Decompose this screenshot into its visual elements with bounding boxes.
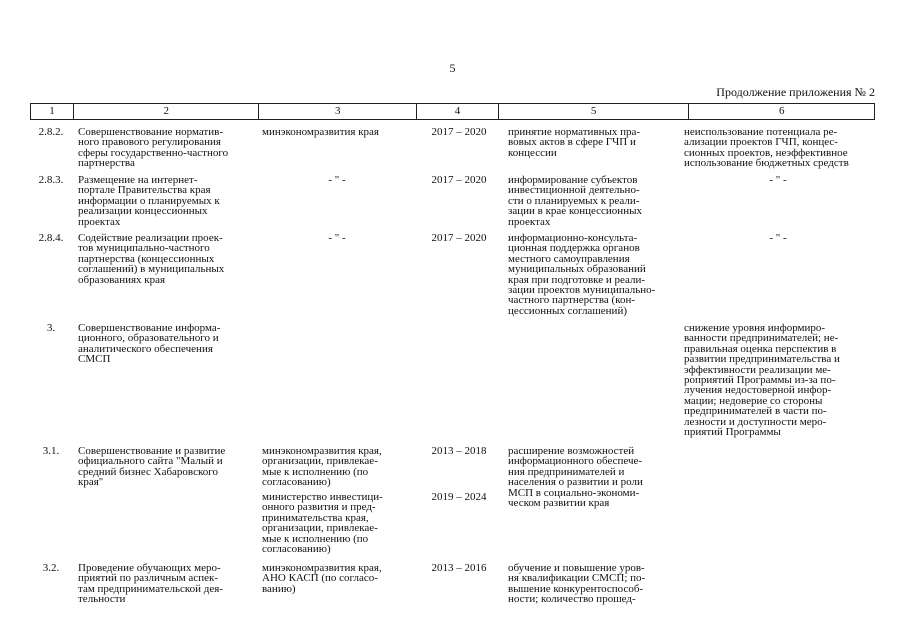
- header-cell: 1: [49, 105, 55, 117]
- header-cell: 4: [416, 104, 498, 119]
- row-result: обучение и повышение уров- ня квалификации СМСП; по- вышение конкурентоспособ- ности; количество прошед-: [508, 562, 646, 606]
- header-cell: 3: [258, 104, 416, 119]
- row-period: 2017 – 2020: [431, 232, 487, 244]
- row-title: Совершенствование и развитие официального сайта "Малый и средний бизнес Хабаровского края": [78, 445, 226, 489]
- row-title: Совершенствование информа- ционного, образовательного и аналитического обеспечения СМСП: [78, 322, 221, 366]
- header-cell: 5: [498, 104, 689, 119]
- continuation-note: Продолжение приложения № 2: [716, 85, 875, 99]
- row-consequence: - " -: [769, 232, 787, 244]
- row-consequence: снижение уровня информиро- ванности предпринимателей; не- правильная оценка перспектив в развитии предпринимательства и эффективности реализации ме- роприятий Программы из-за по- лучения недостоверной инфор- мации; недоверие со стороны предпринимателей в части по- лезности и доступности меро- приятий Программы: [684, 322, 840, 439]
- row-period: 2013 – 2016: [431, 562, 487, 574]
- table-header-row: [30, 103, 875, 120]
- row-title: Размещение на интернет- портале Правительства края информации о планируемых к реализации концессионных проектах: [78, 174, 220, 228]
- page-number: 5: [449, 61, 456, 75]
- row-number: 2.8.2.: [38, 126, 64, 138]
- row-period: 2013 – 2018: [431, 445, 487, 457]
- row-result: расширение возможностей информационного обеспече- ния предпринимателей и населения о развитии и роли МСП в социально-экономи- ческом развитии края: [508, 445, 643, 510]
- table: [30, 103, 875, 120]
- row-number: 2.8.4.: [38, 232, 64, 244]
- header-cell: 2: [73, 104, 259, 119]
- row-executor: - " -: [328, 174, 346, 186]
- row-title: Совершенствование норматив- ного правового регулирования сферы государственно-частного партнерства: [78, 126, 229, 170]
- row-result: информационно-консульта- ционная поддержка органов местного самоуправления муниципальных образований края при подготовке и реали- зации проектов муниципально- частного партнерства (кон- цессионных соглашений): [508, 232, 656, 317]
- row-period: 2017 – 2020: [431, 126, 487, 138]
- row-result: информирование субъектов инвестиционной деятельно- сти о планируемых к реали- зации в крае концессионных проектах: [508, 174, 642, 228]
- row-number: 3.: [46, 322, 56, 334]
- row-executor: - " -: [328, 232, 346, 244]
- row-consequence: - " -: [769, 174, 787, 186]
- row-number: 3.2.: [42, 562, 60, 574]
- row-executor: минэкономразвития края, организации, привлекае- мые к исполнению (по согласованию): [262, 445, 382, 489]
- header-cell: 6: [688, 104, 874, 119]
- row-period: 2017 – 2020: [431, 174, 487, 186]
- row-title: Проведение обучающих меро- приятий по различным аспек- там предпринимательской дея- тельности: [78, 562, 223, 606]
- row-title: Содействие реализации проек- тов муниципально-частного партнерства (концессионных соглашений) в муниципальных образованиях края: [78, 232, 225, 286]
- row-period-secondary: 2019 – 2024: [431, 491, 487, 503]
- row-number: 3.1.: [42, 445, 60, 457]
- row-executor: минэкономразвития края: [262, 126, 379, 138]
- row-number: 2.8.3.: [38, 174, 64, 186]
- row-result: принятие нормативных пра- вовых актов в сфере ГЧП и концессии: [508, 126, 641, 159]
- row-executor: минэкономразвития края, АНО КАСП (по согласо- ванию): [262, 562, 382, 595]
- row-executor-secondary: министерство инвестици- онного развития и пред- принимательства края, организации, привлекае- мые к исполнению (по согласованию): [262, 491, 383, 556]
- row-consequence: неиспользование потенциала ре- ализации проектов ГЧП, концес- сионных проектов, неэффективное использование бюджетных средств: [684, 126, 849, 170]
